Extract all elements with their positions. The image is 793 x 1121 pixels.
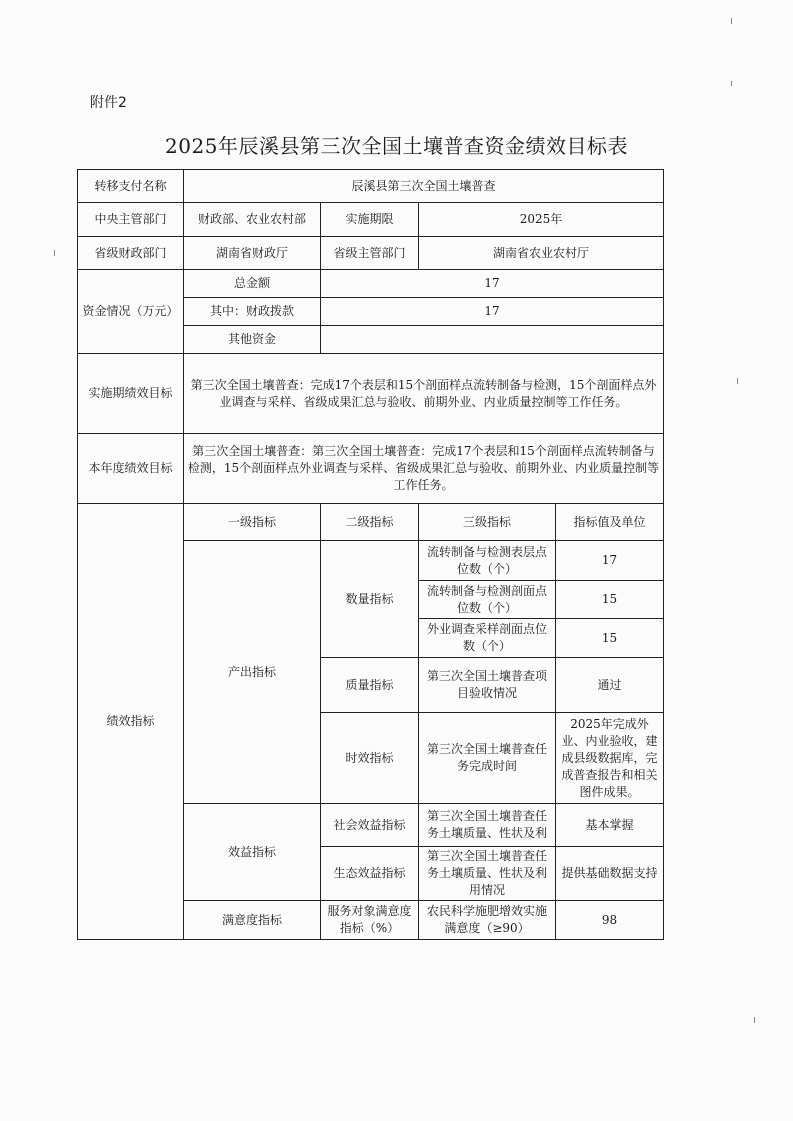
q1-value: 17 bbox=[556, 541, 664, 581]
period-label: 实施期限 bbox=[321, 203, 419, 237]
social-name-text: 第三次全国土壤普查任务土壤质量、性状及利 bbox=[426, 809, 547, 840]
social-value: 基本掌握 bbox=[556, 804, 664, 847]
benefit-indicator-label: 效益指标 bbox=[184, 804, 321, 901]
col-level1-header: 一级指标 bbox=[184, 504, 321, 541]
satisfaction-indicator-label: 满意度指标 bbox=[184, 901, 321, 940]
eco-name: 第三次全国土壤普查任务土壤质量、性状及利用情况 bbox=[419, 847, 556, 901]
quality-indicator-label: 质量指标 bbox=[321, 658, 419, 713]
period-value: 2025年 bbox=[419, 203, 664, 237]
time-indicator-label: 时效指标 bbox=[321, 713, 419, 804]
table-row bbox=[78, 434, 664, 504]
sat-name: 农民科学施肥增效实施满意度（≥90） bbox=[419, 901, 556, 940]
quality-value: 通过 bbox=[556, 658, 664, 713]
central-dept-label: 中央主管部门 bbox=[78, 203, 184, 237]
social-name bbox=[419, 804, 556, 847]
total-label: 总金额 bbox=[184, 270, 321, 298]
col-level2-header: 二级指标 bbox=[321, 504, 419, 541]
q3-value: 15 bbox=[556, 619, 664, 658]
table-row bbox=[78, 504, 664, 541]
q2-value: 15 bbox=[556, 581, 664, 619]
funds-label: 资金情况（万元） bbox=[78, 270, 184, 354]
q1-name: 流转制备与检测表层点位数（个） bbox=[419, 541, 556, 581]
indicators-label: 绩效指标 bbox=[78, 504, 184, 940]
year-goal-text: 第三次全国土壤普查：第三次全国土壤普查：完成17个表层和15个剖面样点流转制备与检测，15个剖面样点外业调查与采样、省级成果汇总与验收、前期外业、内业质量控制等工作任务。 bbox=[184, 434, 664, 504]
scan-mark bbox=[754, 1017, 755, 1023]
period-goal-text: 第三次全国土壤普查：完成17个表层和15个剖面样点流转制备与检测，15个剖面样点外业调查与采样、省级成果汇总与验收、前期外业、内业质量控制等工作任务。 bbox=[184, 354, 664, 434]
fiscal-label: 其中：财政拨款 bbox=[184, 298, 321, 326]
fiscal-value: 17 bbox=[321, 298, 664, 326]
eco-indicator-label: 生态效益指标 bbox=[321, 847, 419, 901]
total-value: 17 bbox=[321, 270, 664, 298]
time-value: 2025年完成外业、内业验收，建成县级数据库，完成普查报告和相关图件成果。 bbox=[556, 713, 664, 804]
q3-name: 外业调查采样剖面点位数（个） bbox=[419, 619, 556, 658]
prov-finance-label: 省级财政部门 bbox=[78, 237, 184, 270]
sat-value: 98 bbox=[556, 901, 664, 940]
table-row bbox=[78, 237, 664, 270]
period-goal-label: 实施期绩效目标 bbox=[78, 354, 184, 434]
other-label: 其他资金 bbox=[184, 326, 321, 354]
col-value-header: 指标值及单位 bbox=[556, 504, 664, 541]
scan-mark bbox=[731, 18, 732, 24]
performance-table bbox=[77, 169, 664, 940]
eco-value: 提供基础数据支持 bbox=[556, 847, 664, 901]
q2-name: 流转制备与检测剖面点位数（个） bbox=[419, 581, 556, 619]
table-row bbox=[78, 354, 664, 434]
scan-mark bbox=[737, 378, 738, 384]
attachment-label: 附件2 bbox=[90, 95, 127, 111]
table-row bbox=[78, 203, 664, 237]
central-dept-value: 财政部、农业农村部 bbox=[184, 203, 321, 237]
table-row bbox=[78, 170, 664, 203]
prov-dept-value: 湖南省农业农村厅 bbox=[419, 237, 664, 270]
transfer-label: 转移支付名称 bbox=[78, 170, 184, 203]
sat-level2: 服务对象满意度指标（%） bbox=[321, 901, 419, 940]
col-level3-header: 三级指标 bbox=[419, 504, 556, 541]
prov-dept-label: 省级主管部门 bbox=[321, 237, 419, 270]
quality-name: 第三次全国土壤普查项目验收情况 bbox=[419, 658, 556, 713]
time-name: 第三次全国土壤普查任务完成时间 bbox=[419, 713, 556, 804]
transfer-value: 辰溪县第三次全国土壤普查 bbox=[184, 170, 664, 203]
scan-mark bbox=[54, 250, 55, 256]
scan-mark bbox=[731, 81, 732, 86]
output-indicator-label: 产出指标 bbox=[184, 541, 321, 804]
quantity-indicator-label: 数量指标 bbox=[321, 541, 419, 658]
prov-finance-value: 湖南省财政厅 bbox=[184, 237, 321, 270]
table-row bbox=[78, 270, 664, 298]
year-goal-label: 本年度绩效目标 bbox=[78, 434, 184, 504]
page-title: 2025年辰溪县第三次全国土壤普查资金绩效目标表 bbox=[165, 134, 628, 158]
social-indicator-label: 社会效益指标 bbox=[321, 804, 419, 847]
other-value bbox=[321, 326, 664, 354]
